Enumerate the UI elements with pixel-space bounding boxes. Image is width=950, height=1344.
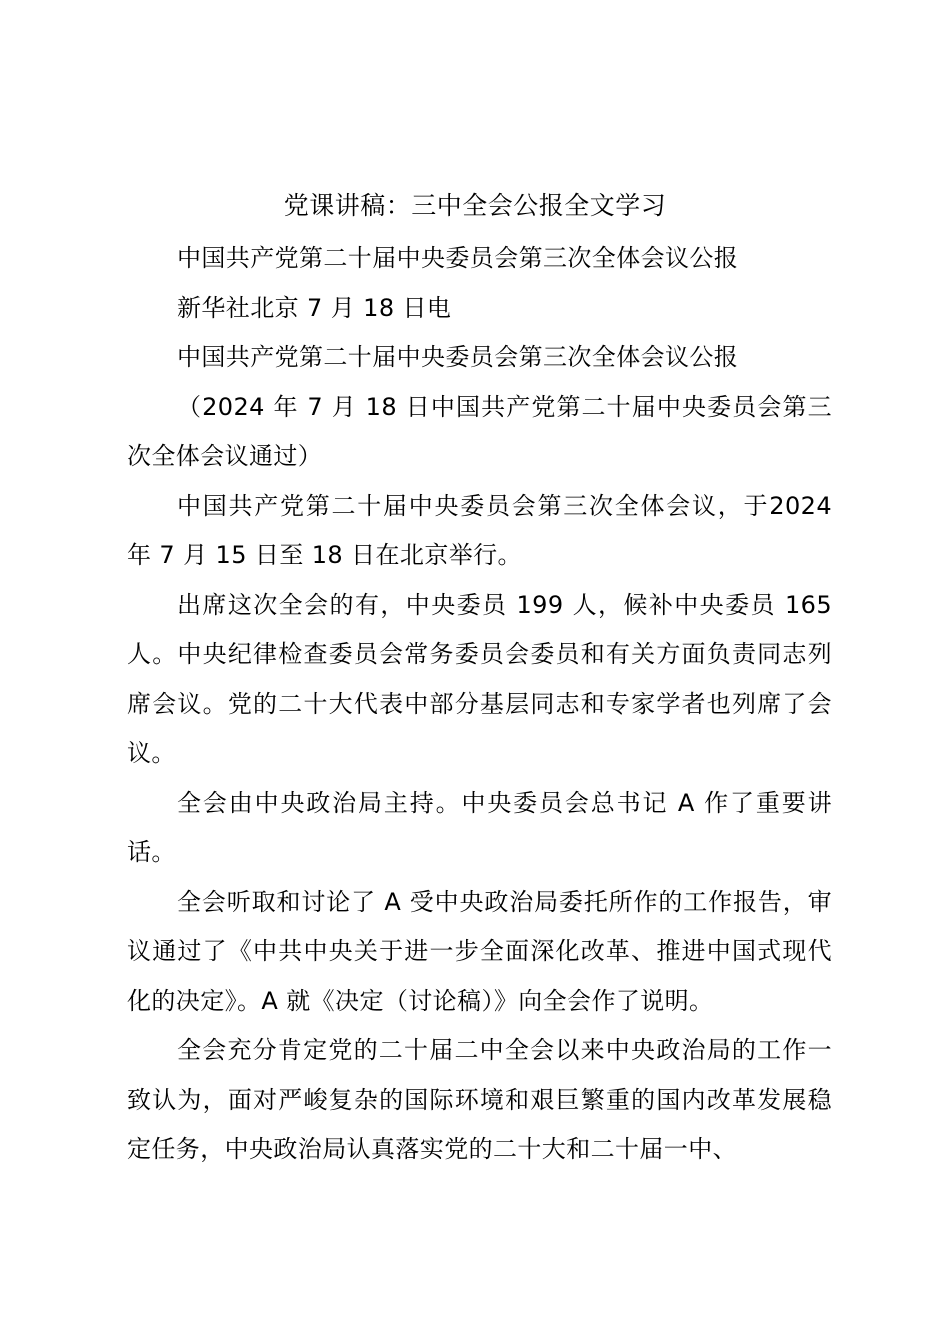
paragraph-communique-title: 中国共产党第二十届中央委员会第三次全体会议公报 — [177, 343, 739, 371]
document-body — [127, 234, 832, 1175]
paragraph-adoption-note: （2024 年 7 月 18 日中国共产党第二十届中央委员会第三次全体会议通过） — [127, 392, 832, 470]
paragraph-report-review: 全会听取和讨论了 A 受中央政治局委托所作的工作报告，审议通过了《中共中央关于进一步全面深化改革、推进中国式现代化的决定》。A 就《决定（讨论稿）》向全会作了说明。 — [127, 887, 832, 1015]
paragraph-presided: 全会由中央政治局主持。中央委员会总书记 A 作了重要讲话。 — [127, 788, 832, 866]
paragraph-communique-heading: 中国共产党第二十届中央委员会第三次全体会议公报 — [177, 244, 739, 272]
document-title: 党课讲稿：三中全会公报全文学习 — [283, 191, 667, 220]
paragraph-attendance: 出席这次全会的有，中央委员 199 人，候补中央委员 165 人。中央纪律检查委员会常务委员会委员和有关方面负责同志列席会议。党的二十大代表中部分基层同志和专家学者也列席了会议。 — [127, 590, 832, 767]
paragraph-affirmation: 全会充分肯定党的二十届二中全会以来中央政治局的工作一致认为，面对严峻复杂的国际环境和艰巨繁重的国内改革发展稳定任务，中央政治局认真落实党的二十大和二十届一中、 — [127, 1036, 832, 1163]
paragraph-dateline: 新华社北京 7 月 18 日电 — [177, 293, 452, 322]
paragraph-session-held: 中国共产党第二十届中央委员会第三次全体会议，于2024 年 7 月 15 日至 18 日在北京举行。 — [127, 491, 832, 569]
